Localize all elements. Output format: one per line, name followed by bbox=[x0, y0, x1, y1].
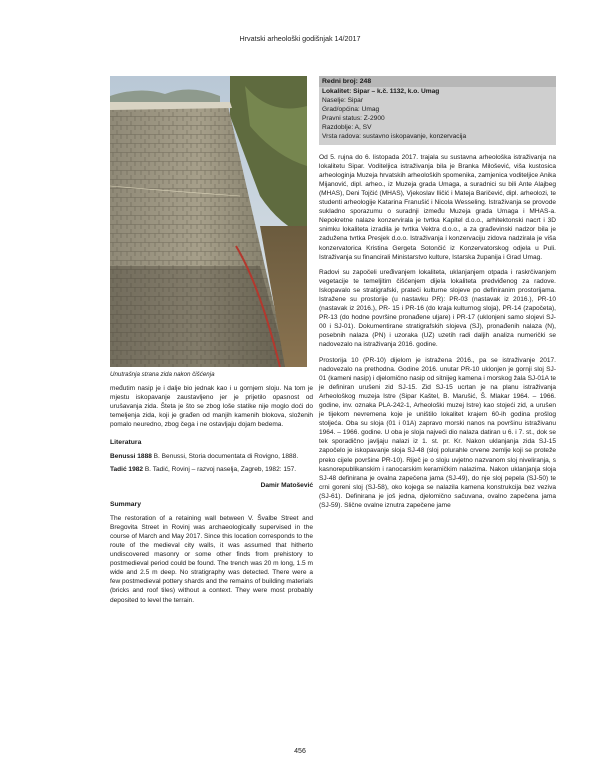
record-metadata-box bbox=[319, 76, 556, 145]
figure-caption: Unutrašnja strana zida nakon čišćenja bbox=[110, 371, 215, 378]
body-paragraph: Od 5. rujna do 6. listopada 2017. trajala su sustavna arheološka istraživanja na lokalitetu Sipar. Voditeljica istraživanja bila je Branka Milošević, viša kustosica arheologinja Muzeja hrvatskih arheoloških spomenika, zamjenica voditeljice Anika Mijanović, dipl. arheo., iz Muzeja grada Umaga, a suradnici su bili Ante Alajbeg (MHAS), Deni Tojčić (MHAS), Vjekoslav Iličić i Mateja Baričević, dipl. arheolozi, te studenti arheologije Katarina Franušić i Nicola Wesseling. Istraživanja se provode sukladno sporazumu o suradnji između Muzeja grada Umaga i MHAS-a. Nepokretne nalaze konzervirala je tvrtka Kapitel d.o.o., arhitektonski nacrt i 3D snimku lokaliteta izradila je tvrtka Vektra d.o.o., a za građevinski nadzor bila je zadužena tvrtka Presjek d.o.o. Istraživanja i konzervaciju zidova nadzirala je viša konzervatorica Kristina Gergeta Sotončić iz Konzervatorskog odjela u Puli. Istraživanja su financirali Ministarstvo kulture, Istarska županija i Grad Umag. bbox=[319, 153, 556, 261]
body-paragraph: Radovi su započeli uređivanjem lokaliteta, uklanjanjem otpada i raskrčivanjem vegetacije te temeljitim čišćenjem dijela lokaliteta predviđenog za radove. Iskopavalo se stratigrafski, prateći kulturne slojeve po definiranim prostorijama. Istražene su prostorije (u nastavku PR): PR-03 (nastavak iz 2016.), PR-10 (nastavak iz 2016.), PR- 15 i PR-16 (do kraja kulturnog sloja), PR-14 (započeta), PR-13 (do hodne površine pronađene uljare) i PR-17 (uklonjeni samo slojevi SJ-00 i SJ-01). Dokumentirane stratigrafskih slojeva (SJ), pronađenih nalaza (N), posebnih nalaza (PN) i uzoraka (UZ) uzetih radi daljih analiza numerički se nadovezalo na istraživanja 2016. godine. bbox=[319, 268, 556, 349]
record-number: Redni broj: 248 bbox=[319, 76, 556, 87]
summary-text: The restoration of a retaining wall between V. Švalbe Street and Bregovita Street in Rovinj was archaeologically supervised in the course of March and May 2017. Since this location corresponds to the route of the medieval city walls, it was assumed that hitherto undiscovered masonry or some other finds from prehistory to postmedieval period could be found. The trench was 20 m long, 1.5 m wide and 2.5 m deep. No stratigraphy was detected. There were a few postmedieval pottery shards and the remains of building materials (bricks and roof tiles) without a context. They were most probably deposited to level the terrain. bbox=[110, 514, 313, 604]
right-body bbox=[319, 153, 556, 511]
record-period: Razdoblje: A, SV bbox=[322, 124, 372, 132]
page-number: 456 bbox=[294, 748, 306, 755]
record-municipality: Grad/općina: Umag bbox=[322, 106, 380, 114]
literature-heading: Literatura bbox=[110, 439, 142, 447]
right-column bbox=[319, 76, 556, 516]
record-location: Lokalitet: Sipar – k.č. 1132, k.o. Umag bbox=[322, 88, 440, 95]
reference-item: Tadić 1982 B. Tadić, Rovinj – razvoj naselja, Zagreb, 1982: 157. bbox=[110, 465, 297, 473]
left-body-text: međutim nasip je i dalje bio jednak kao i u gornjem sloju. Na tom je mjestu iskopavanje zaustavljeno jer je prijetilo opasnost od urušavanja zida. Šteta je što se zbog loše statike nije moglo doći do temeljenja zida, koji je građen od manjih kamenih blokova, složenih pomalo neuredno, zbog čega i ne ostavljaju dojam bedema. bbox=[110, 385, 313, 429]
running-head: Hrvatski arheološki godišnjak 14/2017 bbox=[239, 34, 361, 43]
body-paragraph: Prostorija 10 (PR-10) dijelom je istražena 2016., pa se istraživanje 2017. nadovezalo na prethodna. Godine 2016. unutar PR-10 uklonjen je gornji sloj SJ-01 (kameni nasip) i djelomično nasip od sitnijeg kamena i morskog žala SJ-01A te je definiran urušeni zid SJ-15. Zid SJ-15 ucrtan je na planu istraživanja Arheološkog muzeja Istre (Sipar Kaštel, B. Marušić, Š. Mlakar 1964. – 1966. godine, inv. oznaka PLA-242-1, Arheološki muzej Istre) kao stojeći zid, a urušen je tijekom nevremena koje je uništilo lokalitet krajem 60-ih godina prošlog stoljeća. Oba su sloja (01 i 01A) zapravo morski nanos na površinu istraživanu 1964. – 1966. godine. U oba je sloja najveći dio nalaza datiran u 6. i 7. st., dok se tek sporadično javljaju nalazi iz 1. st. pr. Kr. Nakon uklanjanja zida SJ-15 započelo je iskopavanje sloja SJ-48 (sloj polurahle crvene zemlje koji se proteže preko cijele površine PR-10). Riječ je o sloju uvjetno nazvanom sloj niveliranja, s kasnorepublikanskim i ranocarskim keramičkim nalazima. Nakon uklanjanja sloja SJ-48 definirana je ovalna zapečena jama (SJ-49), do nje sloj pepela (SJ-50) te crni goreni sloj (SJ-58), oko kojega se nalazila kamena konstrukcija bez veziva (SJ-61). Definirana je još jedna, djelomično sačuvana, ovalno zapečena jama (SJ-59). Slične ovalne iznutra zapečene jame bbox=[319, 356, 556, 510]
record-settlement: Naselje: Sipar bbox=[322, 97, 364, 105]
author-signature: Damir Matošević bbox=[260, 481, 313, 489]
left-column bbox=[110, 76, 313, 605]
site-photo bbox=[110, 76, 307, 367]
record-legal-status: Pravni status: Z-2900 bbox=[322, 115, 385, 123]
record-research-type: Vrsta radova: sustavno iskopavanje, konzervacija bbox=[322, 133, 467, 141]
reference-item: Benussi 1888 B. Benussi, Storia documentata di Rovigno, 1888. bbox=[110, 453, 299, 461]
summary-heading: Summary bbox=[110, 500, 141, 508]
